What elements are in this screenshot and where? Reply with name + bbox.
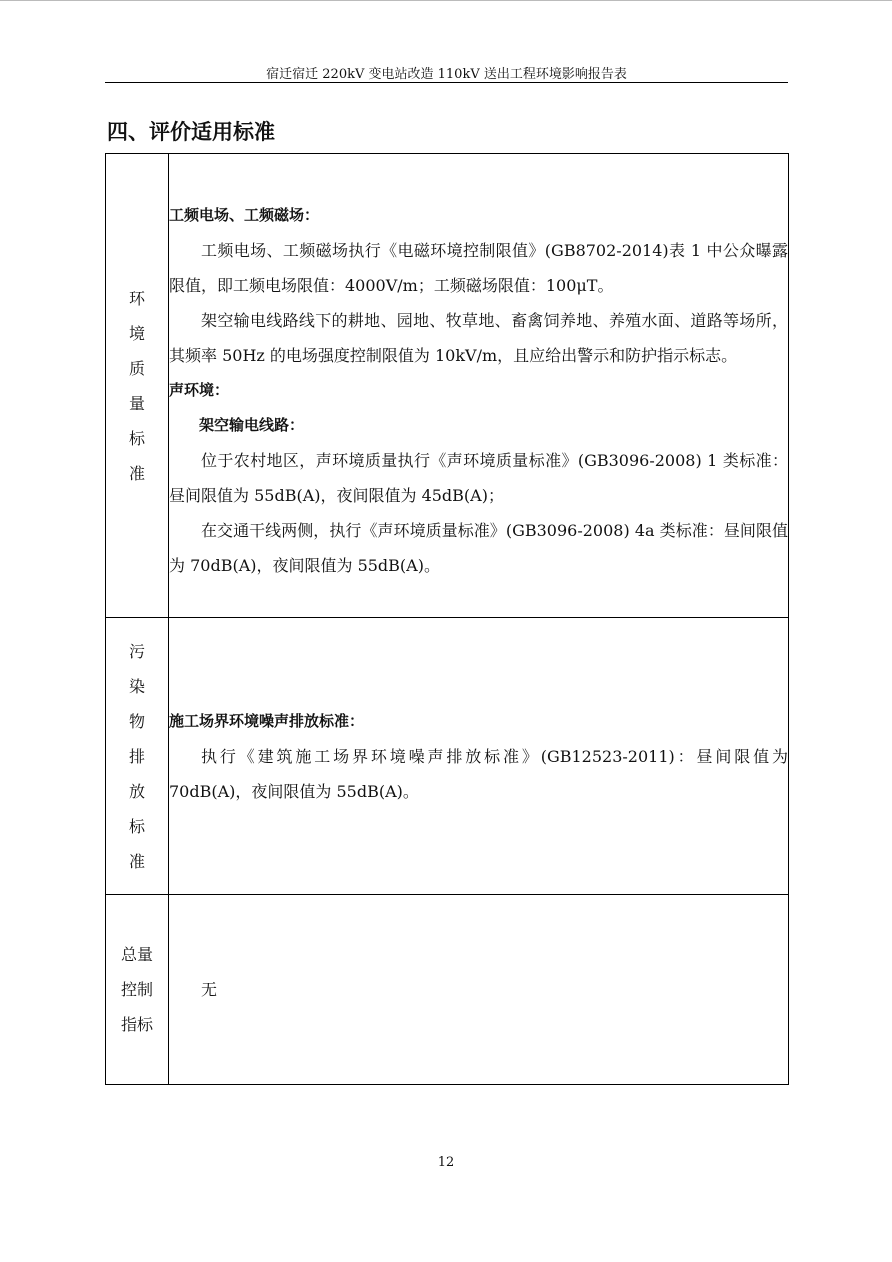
row-label-cell [106,154,169,618]
row-label-env-quality: 环境质量标准 [128,288,145,483]
paragraph-rural-noise: 位于农村地区，声环境质量执行《声环境质量标准》(GB3096-2008) 1 类标准：昼间限值为 55dB(A)，夜间限值为 45dB(A)； [169,451,788,505]
row-label-total-control: 总量控制指标 [120,945,153,1034]
running-header: 宿迁宿迁 220kV 变电站改造 110kV 送出工程环境影响报告表 [266,67,627,82]
row-content-total-control [169,895,789,1085]
heading-construction-noise: 施工场界环境噪声排放标准： [169,711,365,730]
total-control-value: 无 [201,980,218,999]
paragraph-overhead-line: 架空输电线路线下的耕地、园地、牧草地、畜禽饲养地、养殖水面、道路等场所，其频率 50Hz 的电场强度控制限值为 10kV/m，且应给出警示和防护指示标志。 [169,311,788,365]
standards-table [105,153,789,1085]
paragraph-traffic-noise: 在交通干线两侧，执行《声环境质量标准》(GB3096-2008) 4a 类标准：昼间限值为 70dB(A)，夜间限值为 55dB(A)。 [169,521,788,575]
section-title: 四、评价适用标准 [107,120,275,144]
row-label-cell [106,618,169,895]
subheading-overhead-line: 架空输电线路： [199,416,305,434]
row-content-emission [169,618,789,895]
row-label-emission: 污染物排放标准 [128,641,145,871]
paragraph-construction-noise: 执行《建筑施工场界环境噪声排放标准》(GB12523-2011)：昼间限值为 70dB(A)，夜间限值为 55dB(A)。 [169,746,788,801]
page-number: 12 [437,1155,455,1170]
heading-power-frequency: 工频电场、工频磁场： [169,206,320,224]
header-rule [105,82,788,83]
top-border [0,0,892,1]
paragraph-em-limits: 工频电场、工频磁场执行《电磁环境控制限值》(GB8702-2014)表 1 中公众曝露限值，即工频电场限值：4000V/m；工频磁场限值：100μT。 [169,241,788,295]
heading-sound: 声环境： [169,381,230,399]
row-env-quality [106,154,789,618]
row-label-cell [106,895,169,1085]
row-emission [106,618,789,895]
row-content-env-quality [169,154,789,618]
row-total-control [106,895,789,1085]
